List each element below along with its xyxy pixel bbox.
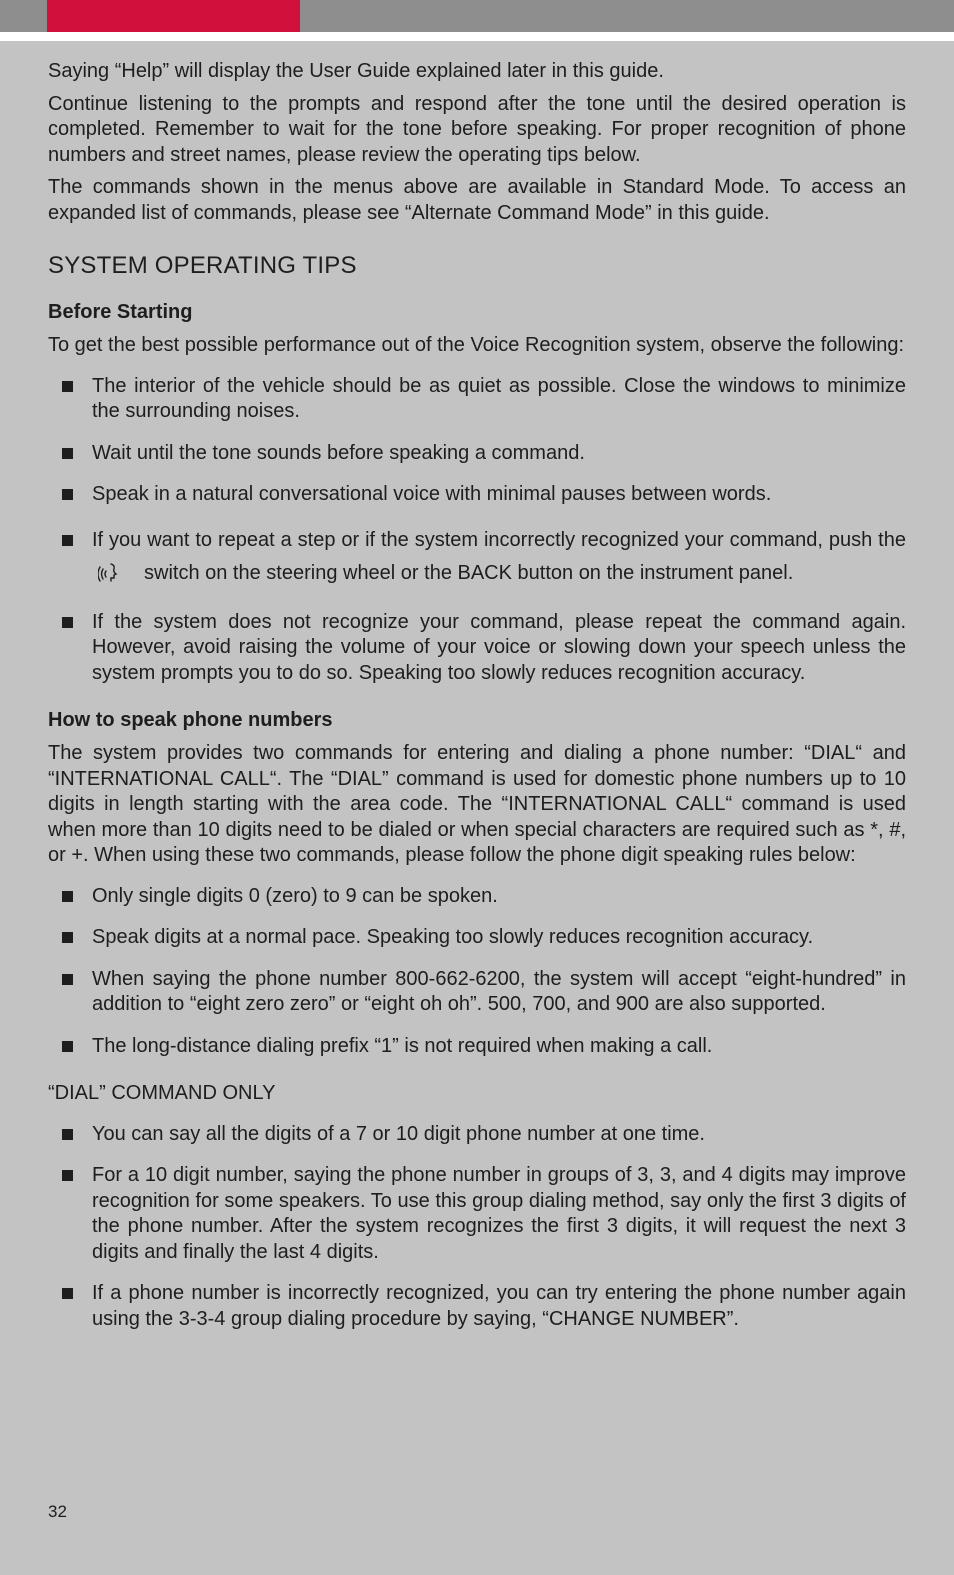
phone-numbers-intro: The system provides two commands for entering and dialing a phone number: “DIAL“ and “INTERNATIONAL CALL“. The “DIAL” command is used for domestic phone numbers up to 10 digits in length starting with the area code. The “INTERNATIONAL CALL“ command is used when more than 10 digits need to be dialed or when special characters are required such as *, #, or +. When using these two commands, please follow the phone digit speaking rules below: xyxy=(48,742,906,866)
section-title: SYSTEM OPERATING TIPS xyxy=(48,252,357,279)
before-starting-intro: To get the best possible performance out of the Voice Recognition system, observe the following: xyxy=(48,334,905,356)
list-item: Only single digits 0 (zero) to 9 can be spoken. xyxy=(48,884,906,910)
list-item: You can say all the digits of a 7 or 10 digit phone number at one time. xyxy=(48,1122,906,1148)
bullet-square-icon xyxy=(62,932,73,943)
bullet-square-icon xyxy=(62,1041,73,1052)
page-number: 32 xyxy=(48,1502,67,1521)
bullet-square-icon xyxy=(62,1129,73,1140)
phone-numbers-heading: How to speak phone numbers xyxy=(48,709,333,731)
intro-paragraph: Continue listening to the prompts and respond after the tone until the desired operation is completed. Remember to wait for the tone before speaking. For proper recognition of phone numbers and street names, please review the operating tips below. xyxy=(48,92,906,166)
bullet-square-icon xyxy=(62,448,73,459)
bullet-square-icon xyxy=(62,489,73,500)
voice-talk-switch-icon xyxy=(98,561,124,594)
header-accent-tab xyxy=(47,0,300,32)
bullet-square-icon xyxy=(62,974,73,985)
dial-command-heading: “DIAL” COMMAND ONLY xyxy=(48,1082,276,1104)
bullet-square-icon xyxy=(62,1288,73,1299)
list-item: Speak in a natural conversational voice with minimal pauses between words. xyxy=(48,482,906,508)
page-content xyxy=(48,59,906,1348)
intro-paragraph: Saying “Help” will display the User Guide explained later in this guide. xyxy=(48,60,664,82)
list-item: The interior of the vehicle should be as quiet as possible. Close the windows to minimize the surrounding noises. xyxy=(48,374,906,425)
before-starting-list xyxy=(48,374,906,687)
list-item: If you want to repeat a step or if the system incorrectly recognized your command, push theswitch on the steering wheel or the BACK button on the instrument panel. xyxy=(48,524,906,594)
bullet-square-icon xyxy=(62,1170,73,1181)
header-divider xyxy=(0,32,954,41)
dial-command-list xyxy=(48,1122,906,1333)
list-item: Wait until the tone sounds before speaking a command. xyxy=(48,441,906,467)
bullet-square-icon xyxy=(62,381,73,392)
before-starting-heading: Before Starting xyxy=(48,301,193,323)
bullet-square-icon xyxy=(62,617,73,628)
header-bar xyxy=(0,0,954,32)
list-item: If a phone number is incorrectly recognized, you can try entering the phone number again using the 3-3-4 group dialing procedure by saying, “CHANGE NUMBER”. xyxy=(48,1281,906,1332)
list-item: If the system does not recognize your command, please repeat the command again. However, avoid raising the volume of your voice or slowing down your speech unless the system prompts you to do so. Speaking too slowly reduces recognition accuracy. xyxy=(48,610,906,687)
intro-paragraph: The commands shown in the menus above are available in Standard Mode. To access an expanded list of commands, please see “Alternate Command Mode” in this guide. xyxy=(48,176,906,224)
list-item: When saying the phone number 800-662-6200, the system will accept “eight-hundred” in addition to “eight zero zero” or “eight oh oh”. 500, 700, and 900 are also supported. xyxy=(48,967,906,1018)
bullet-square-icon xyxy=(62,891,73,902)
list-item: For a 10 digit number, saying the phone number in groups of 3, 3, and 4 digits may improve recognition for some speakers. To use this group dialing method, say only the first 3 digits of the phone number. After the system recognizes the first 3 digits, it will request the next 3 digits and finally the last 4 digits. xyxy=(48,1163,906,1265)
list-item: Speak digits at a normal pace. Speaking too slowly reduces recognition accuracy. xyxy=(48,925,906,951)
list-item: The long-distance dialing prefix “1” is not required when making a call. xyxy=(48,1034,906,1060)
phone-numbers-list xyxy=(48,884,906,1060)
bullet-square-icon xyxy=(62,535,73,546)
